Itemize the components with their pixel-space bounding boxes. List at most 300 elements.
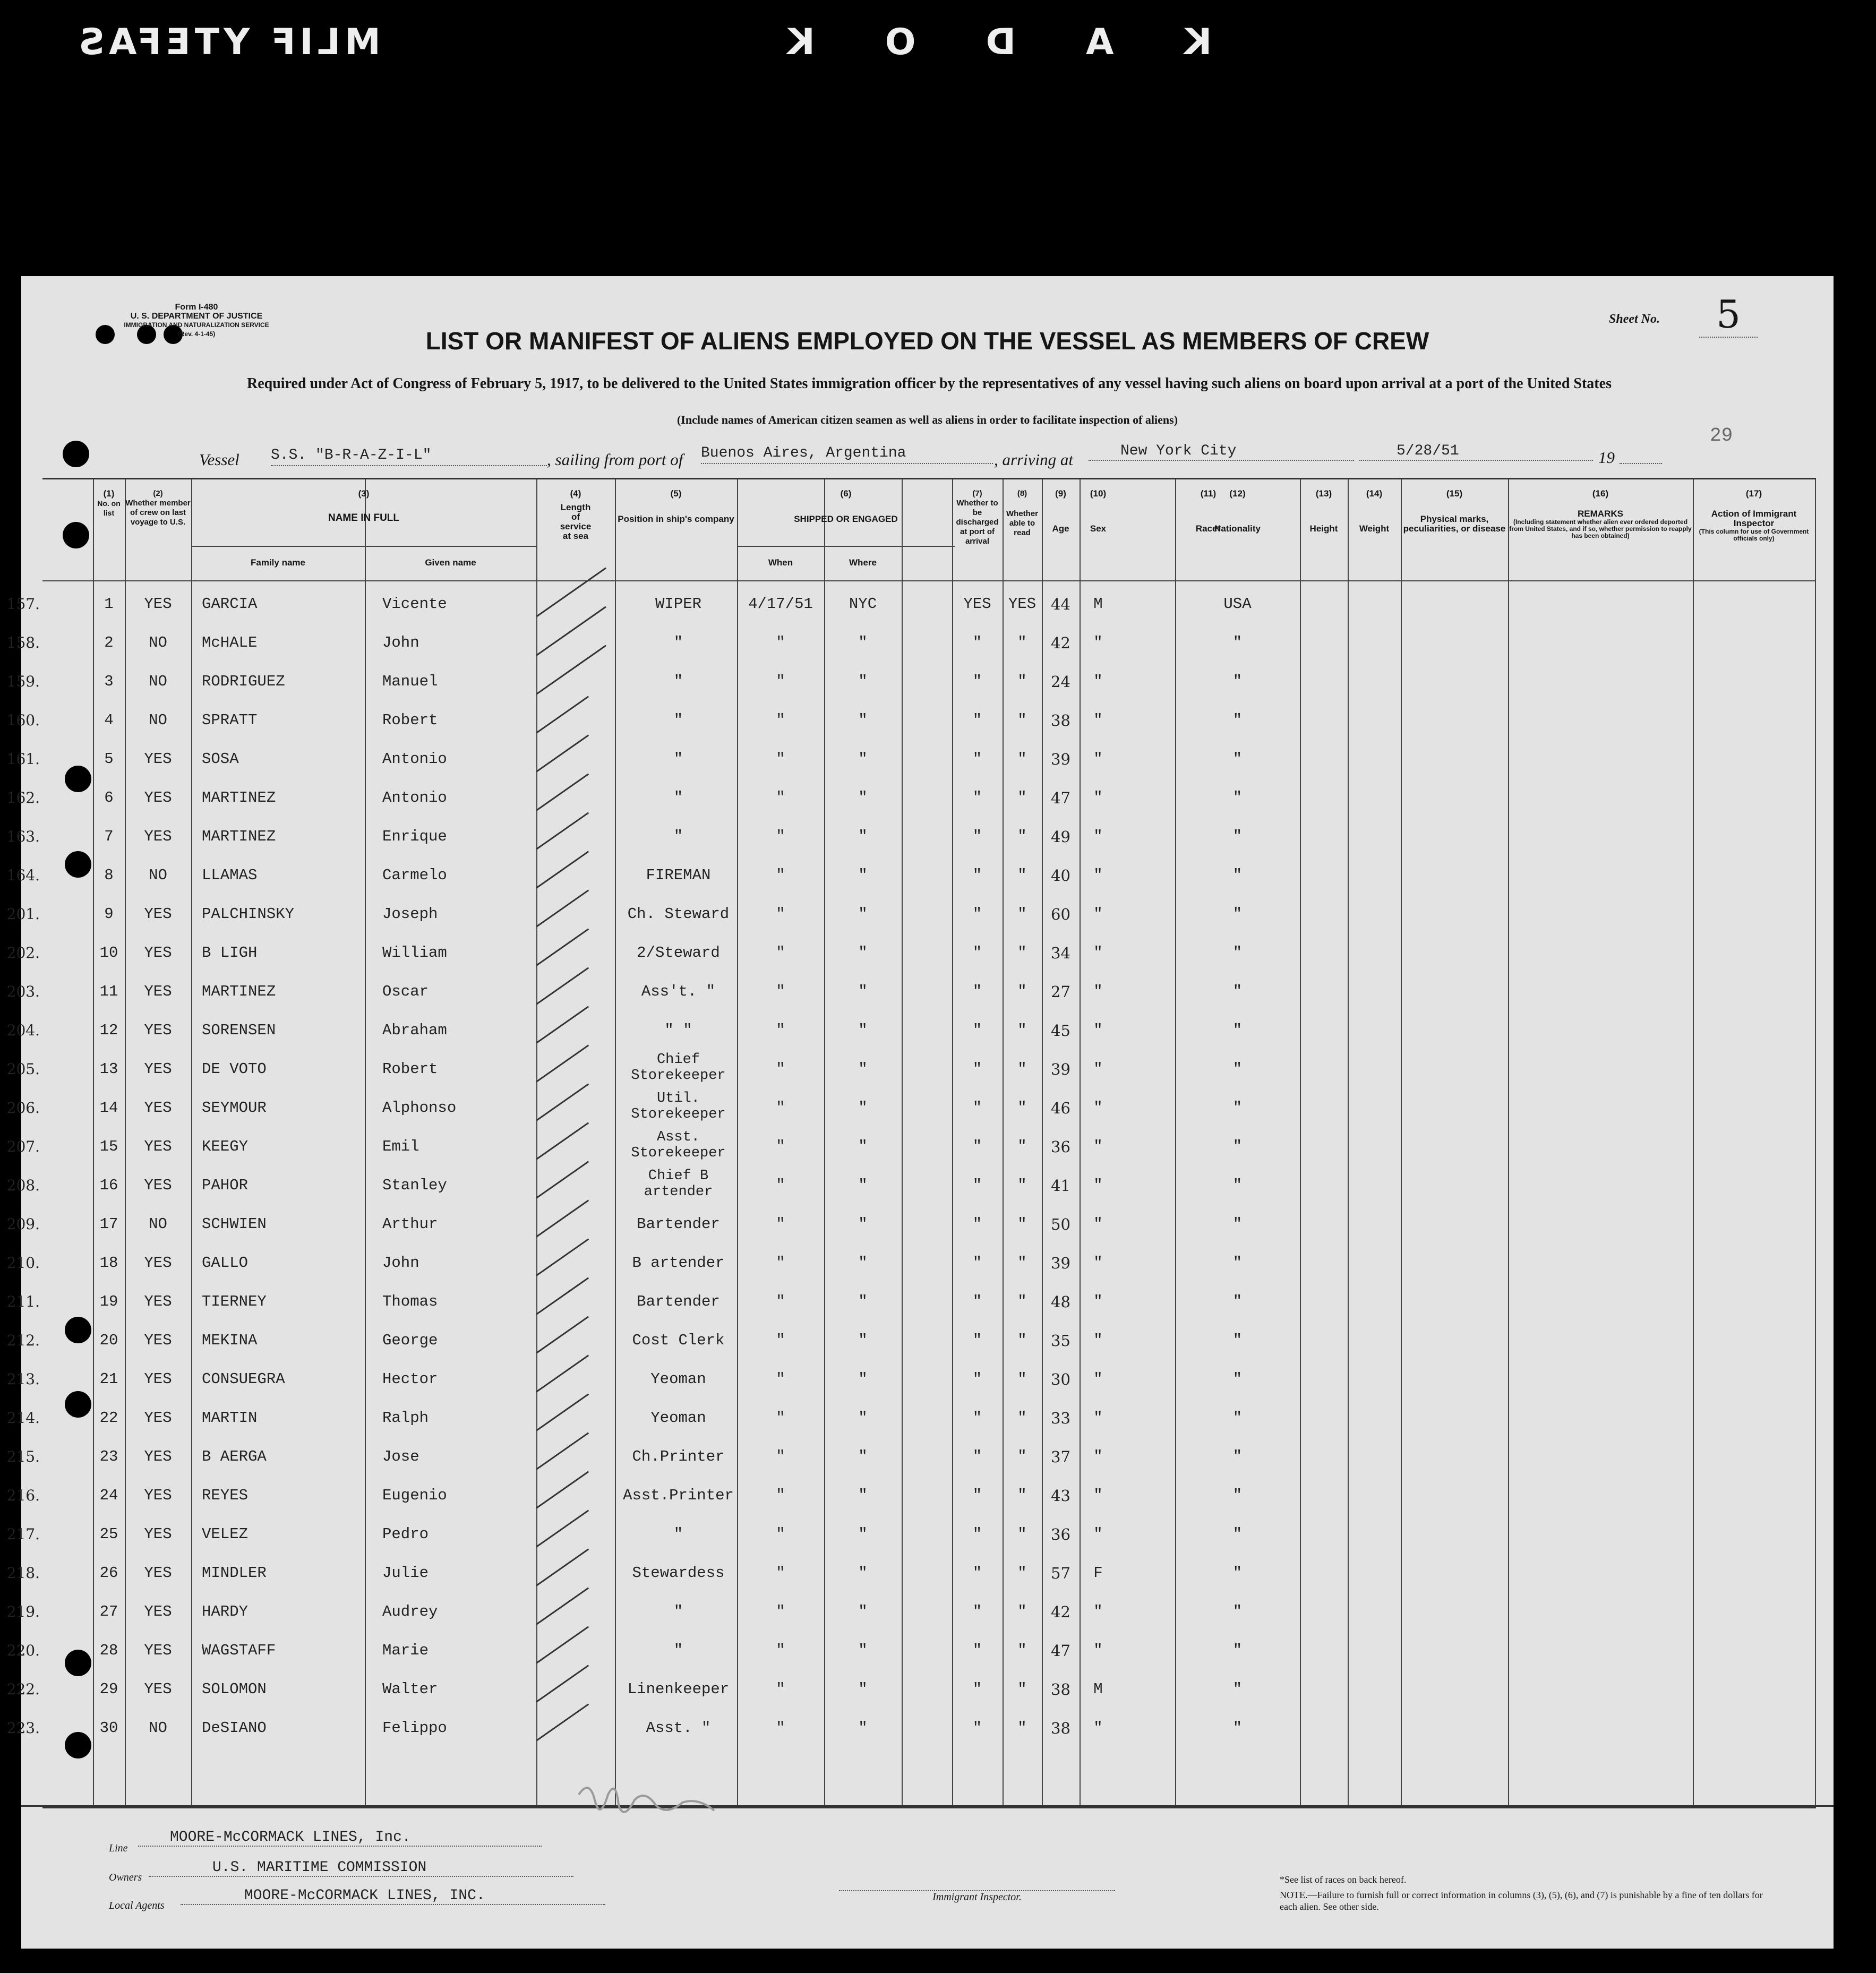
able-to-read-cell: " [1017,1564,1027,1582]
col-7-header: (7) Whether to be discharged at port of arrival [956,489,999,546]
margin-number: 204. [6,1022,40,1039]
family-name-cell: SEYMOUR [202,1099,267,1117]
shipped-where-cell: " [858,1215,868,1233]
nationality-cell: " [1232,1525,1243,1543]
family-name-cell: TIERNEY [202,1293,267,1310]
age-cell: 44 [1051,595,1070,613]
given-name-cell: Alphonso [382,1099,457,1117]
row-number: 29 [99,1680,118,1698]
prev-voyage-cell: YES [144,1680,172,1698]
sex-cell: " [1093,1332,1103,1349]
discharged-cell: " [972,1642,982,1659]
page-mark: 29 [1710,425,1733,447]
age-cell: 47 [1051,789,1070,807]
position-cell: B artender [632,1254,725,1272]
family-name-cell: CONSUEGRA [202,1370,285,1388]
given-name-cell: Abraham [382,1022,447,1039]
given-name-cell: John [382,634,419,651]
given-name-cell: George [382,1332,438,1349]
table-row [6,1477,1816,1514]
discharged-cell: " [972,1680,982,1698]
nationality-cell: " [1232,1680,1243,1698]
inspector-label: Immigrant Inspector. [932,1891,1022,1903]
col-3b-header: Given name [425,557,476,568]
given-name-cell: Jose [382,1448,419,1465]
given-name-cell: Hector [382,1370,438,1388]
shipped-when-cell: " [776,711,785,729]
family-name-cell: GARCIA [202,595,258,613]
nationality-cell: " [1232,828,1243,845]
row-number: 20 [99,1332,118,1349]
row-number: 15 [99,1138,118,1155]
position-cell: " [673,750,683,768]
nationality-cell: " [1232,1719,1243,1737]
sex-cell: " [1093,1177,1103,1194]
given-name-cell: Audrey [382,1603,438,1620]
age-cell: 35 [1051,1332,1070,1350]
shipped-when-cell: " [776,789,785,807]
col-3a-header: Family name [251,557,305,568]
sex-cell: F [1093,1564,1103,1582]
able-to-read-cell: " [1017,1525,1027,1543]
shipped-where-cell: " [858,828,868,845]
table-row [6,1438,1816,1476]
table-row [6,818,1816,855]
family-name-cell: SOLOMON [202,1680,267,1698]
age-cell: 37 [1051,1448,1070,1466]
row-number: 24 [99,1487,118,1504]
col-14-header: (14) Weight [1359,488,1390,534]
nationality-cell: " [1232,905,1243,923]
able-to-read-cell: " [1017,1215,1027,1233]
line-label: Line [109,1842,128,1854]
age-cell: 42 [1051,634,1070,652]
position-cell: Asst.Printer [623,1487,734,1504]
able-to-read-cell: " [1017,711,1027,729]
able-to-read-cell: " [1017,1370,1027,1388]
age-cell: 49 [1051,828,1070,846]
family-name-cell: GALLO [202,1254,249,1272]
row-number: 12 [99,1022,118,1039]
row-number: 21 [99,1370,118,1388]
prev-voyage-cell: NO [149,867,167,884]
able-to-read-cell: " [1017,867,1027,884]
sheet-label: Sheet No. [1609,312,1660,326]
family-name-cell: B LIGH [202,944,258,962]
position-cell: FIREMAN [646,867,711,884]
nationality-cell: " [1232,789,1243,807]
agents-value: MOORE-McCORMACK LINES, INC. [181,1888,605,1905]
shipped-where-cell: " [858,867,868,884]
discharged-cell: " [972,1448,982,1465]
family-name-cell: LLAMAS [202,867,258,884]
sailing-label: , sailing from port of [547,450,683,469]
able-to-read-cell: " [1017,944,1027,962]
manifest-sheet [6,276,1834,1949]
shipped-when-cell: " [776,1332,785,1349]
margin-number: 215. [6,1448,40,1465]
row-number: 6 [104,789,114,807]
age-cell: 24 [1051,673,1070,691]
family-name-cell: SCHWIEN [202,1215,267,1233]
table-row [6,702,1816,739]
col-15-header: (15) Physical marks, peculiarities, or disease [1403,488,1506,534]
shipped-where-cell: " [858,1332,868,1349]
margin-number: 210. [6,1254,40,1272]
shipped-when-cell: " [776,634,785,651]
position-cell: " [673,711,683,729]
shipped-when-cell: " [776,1060,785,1078]
shipped-when-cell: " [776,1448,785,1465]
nationality-cell: " [1232,983,1243,1000]
col-6-header: (6) SHIPPED OR ENGAGED [794,488,898,524]
table-row [6,1400,1816,1437]
able-to-read-cell: " [1017,1680,1027,1698]
able-to-read-cell: " [1017,1487,1027,1504]
discharged-cell: " [972,1603,982,1620]
sex-cell: " [1093,711,1103,729]
row-number: 30 [99,1719,118,1737]
prev-voyage-cell: NO [149,1215,167,1233]
shipped-where-cell: " [858,983,868,1000]
family-name-cell: MARTINEZ [202,828,276,845]
discharged-cell: " [972,673,982,690]
prev-voyage-cell: YES [144,828,172,845]
shipped-where-cell: " [858,1370,868,1388]
able-to-read-cell: " [1017,1060,1027,1078]
margin-number: 223. [6,1719,40,1737]
nationality-cell: " [1232,1293,1243,1310]
shipped-when-cell: " [776,1680,785,1698]
shipped-when-cell: " [776,983,785,1000]
discharged-cell: " [972,789,982,807]
table-row [6,1128,1816,1165]
family-name-cell: KEEGY [202,1138,249,1155]
table-row [6,624,1816,662]
sex-cell: M [1093,1680,1103,1698]
row-number: 14 [99,1099,118,1117]
shipped-where-cell: " [858,1022,868,1039]
age-cell: 27 [1051,983,1070,1001]
nationality-cell: " [1232,634,1243,651]
row-number: 10 [99,944,118,962]
row-number: 4 [104,711,114,729]
discharged-cell: " [972,905,982,923]
able-to-read-cell: " [1017,1448,1027,1465]
nationality-cell: " [1232,1332,1243,1349]
position-cell: Asst. " [646,1719,711,1737]
shipped-where-cell: " [858,1719,868,1737]
margin-number: 203. [6,983,40,1000]
able-to-read-cell: YES [1008,595,1036,613]
prev-voyage-cell: YES [144,1370,172,1388]
shipped-where-cell: " [858,905,868,923]
sex-cell: " [1093,1060,1103,1078]
crew-manifest-table [6,478,1816,1808]
margin-number: 216. [6,1487,40,1504]
nationality-cell: " [1232,1022,1243,1039]
sex-cell: " [1093,867,1103,884]
col-10-header: (10) Sex [1090,488,1107,534]
position-cell: " [673,1525,683,1543]
col-12-header: (12) Nationality [1214,488,1261,534]
sex-cell: " [1093,750,1103,768]
margin-number: 213. [6,1370,40,1388]
position-cell: " [673,673,683,690]
nationality-cell: " [1232,711,1243,729]
age-cell: 50 [1051,1215,1070,1233]
position-cell: 2/Steward [637,944,720,962]
agency-line2: IMMIGRATION AND NATURALIZATION SERVICE [124,321,269,329]
able-to-read-cell: " [1017,1293,1027,1310]
family-name-cell: RODRIGUEZ [202,673,285,690]
discharged-cell: " [972,1215,982,1233]
given-name-cell: Enrique [382,828,447,845]
family-name-cell: WAGSTAFF [202,1642,276,1659]
prev-voyage-cell: YES [144,905,172,923]
nationality-cell: " [1232,1370,1243,1388]
table-row [6,1206,1816,1243]
given-name-cell: Vicente [382,595,447,613]
age-cell: 36 [1051,1525,1070,1543]
shipped-where-cell: " [858,711,868,729]
family-name-cell: MARTIN [202,1409,258,1427]
position-cell: Stewardess [632,1564,725,1582]
page-subnote: (Include names of American citizen seamen as well as aliens in order to facilitate inspection of aliens) [676,413,1178,426]
vessel-name: S.S. "B-R-A-Z-I-L" [271,447,547,466]
race-note: *See list of races on back hereof. [1280,1874,1407,1885]
margin-number: 209. [6,1215,40,1233]
nationality-cell: " [1232,867,1243,884]
position-cell: Asst. Storekeeper [631,1129,726,1161]
prev-voyage-cell: YES [144,1487,172,1504]
age-cell: 33 [1051,1409,1070,1427]
margin-number: 219. [6,1603,40,1620]
margin-number: 205. [6,1060,40,1078]
prev-voyage-cell: YES [144,1332,172,1349]
row-number: 17 [99,1215,118,1233]
family-name-cell: PAHOR [202,1177,249,1194]
family-name-cell: MARTINEZ [202,983,276,1000]
given-name-cell: Felippo [382,1719,447,1737]
col-16-header: (16) REMARKS (Including statement whether alien ever ordered deported from United States, and if so, whether permission to reapply has been obtained) [1509,488,1692,539]
family-name-cell: DE VOTO [202,1060,267,1078]
shipped-when-cell: " [776,944,785,962]
given-name-cell: Arthur [382,1215,438,1233]
margin-number: 208. [6,1177,40,1194]
position-cell: " [673,789,683,807]
table-row [6,663,1816,700]
table-row [6,973,1816,1010]
prev-voyage-cell: YES [144,1525,172,1543]
position-cell: Yeoman [650,1370,706,1388]
nationality-cell: " [1232,1603,1243,1620]
owners-value: U.S. MARITIME COMMISSION [149,1859,573,1877]
col-5-header: (5) Position in ship's company [618,488,734,524]
shipped-when-cell: " [776,1642,785,1659]
nationality-cell: " [1232,1138,1243,1155]
position-cell: Ch. Steward [627,905,730,923]
margin-number: 214. [6,1409,40,1427]
vessel-label: Vessel [199,450,239,469]
family-name-cell: PALCHINSKY [202,905,295,923]
margin-number: 218. [6,1564,40,1582]
sex-cell: " [1093,1215,1103,1233]
discharged-cell: " [972,1177,982,1194]
given-name-cell: Stanley [382,1177,447,1194]
fine-note: NOTE.—Failure to furnish full or correct information in columns (3), (5), (6), and (7) is punishable by a fine of ten dollars for each alien. See other side. [1280,1890,1763,1912]
prev-voyage-cell: YES [144,1177,172,1194]
discharged-cell: " [972,1564,982,1582]
given-name-cell: Eugenio [382,1487,447,1504]
shipped-where-cell: " [858,634,868,651]
discharged-cell: " [972,983,982,1000]
row-number: 9 [104,905,114,923]
discharged-cell: " [972,867,982,884]
owners-label: Owners [109,1872,142,1883]
arriving-port: New York City [1089,443,1354,461]
form-id: Form I-480 [175,303,218,312]
page-subtitle: Required under Act of Congress of February 5, 1917, to be delivered to the United States immigration officer by the representatives of any vessel having such aliens on board upon arrival at a port of the United States [247,375,1612,392]
row-number: 5 [104,750,114,768]
col-11-header: (11) Race* [1195,488,1221,534]
prev-voyage-cell: NO [149,711,167,729]
able-to-read-cell: " [1017,1603,1027,1620]
pencil-scribble [573,1773,722,1832]
row-number: 22 [99,1409,118,1427]
arriving-label: , arriving at [994,450,1073,469]
position-cell: Bartender [637,1215,720,1233]
discharged-cell: " [972,1254,982,1272]
able-to-read-cell: " [1017,1642,1027,1659]
given-name-cell: John [382,1254,419,1272]
sex-cell: " [1093,905,1103,923]
discharged-cell: " [972,1370,982,1388]
age-cell: 36 [1051,1138,1070,1156]
agents-label: Local Agents [109,1900,165,1911]
nationality-cell: " [1232,1409,1243,1427]
able-to-read-cell: " [1017,1719,1027,1737]
row-number: 1 [104,595,114,613]
age-cell: 60 [1051,905,1070,923]
row-number: 28 [99,1642,118,1659]
given-name-cell: Walter [382,1680,438,1698]
position-cell: " [673,634,683,651]
discharged-cell: " [972,1060,982,1078]
family-name-cell: McHALE [202,634,258,651]
line-value: MOORE-McCORMACK LINES, Inc. [138,1829,542,1847]
table-row [6,1632,1816,1669]
col-8-header: (8) Whether able to read [1006,489,1038,537]
margin-number: 207. [6,1138,40,1155]
sheet-number: 5 [1699,292,1758,338]
age-cell: 45 [1051,1022,1070,1040]
given-name-cell: Manuel [382,673,438,690]
prev-voyage-cell: YES [144,983,172,1000]
shipped-where-cell: " [858,1642,868,1659]
nationality-cell: " [1232,1564,1243,1582]
given-name-cell: Carmelo [382,867,447,884]
shipped-where-cell: " [858,1487,868,1504]
nationality-cell: " [1232,750,1243,768]
year-label: 19 [1598,448,1615,467]
given-name-cell: Robert [382,1060,438,1078]
sex-cell: " [1093,828,1103,845]
position-cell: Yeoman [650,1409,706,1427]
shipped-when-cell: " [776,1487,785,1504]
position-cell: Bartender [637,1293,720,1310]
discharged-cell: " [972,828,982,845]
table-row [6,1012,1816,1049]
page-title: LIST OR MANIFEST OF ALIENS EMPLOYED ON THE VESSEL AS MEMBERS OF CREW [425,327,1429,355]
family-name-cell: DeSIANO [202,1719,267,1737]
shipped-where-cell: " [858,1409,868,1427]
age-cell: 38 [1051,1680,1070,1699]
margin-number: 202. [6,944,40,962]
able-to-read-cell: " [1017,1177,1027,1194]
family-name-cell: MINDLER [202,1564,267,1582]
able-to-read-cell: " [1017,789,1027,807]
col-6b-header: Where [849,557,877,568]
position-cell: Util. Storekeeper [631,1091,726,1122]
margin-number: 212. [6,1332,40,1349]
table-row [6,896,1816,933]
prev-voyage-cell: YES [144,1254,172,1272]
position-cell: WIPER [655,595,701,613]
given-name-cell: Pedro [382,1525,429,1543]
shipped-when-cell: " [776,1603,785,1620]
margin-number: 161. [6,750,40,768]
sex-cell: " [1093,1099,1103,1117]
margin-number: 159. [6,673,40,690]
table-row [6,779,1816,817]
position-cell: Chief B artender [644,1168,713,1200]
discharged-cell: " [972,1719,982,1737]
prev-voyage-cell: YES [144,1099,172,1117]
table-row [6,1167,1816,1204]
margin-number: 222. [6,1680,40,1698]
margin-number: 201. [6,905,40,923]
family-name-cell: REYES [202,1487,249,1504]
shipped-where-cell: " [858,750,868,768]
position-cell: " [673,1642,683,1659]
nationality-cell: " [1232,1448,1243,1465]
margin-number: 162. [6,789,40,807]
able-to-read-cell: " [1017,1254,1027,1272]
col-9-header: (9) Age [1052,488,1069,534]
shipped-when-cell: " [776,1138,785,1155]
shipped-where-cell: " [858,1564,868,1582]
table-row [6,1516,1816,1553]
position-cell: " [673,828,683,845]
row-number: 13 [99,1060,118,1078]
table-row [6,586,1816,623]
shipped-when-cell: " [776,1022,785,1039]
age-cell: 46 [1051,1099,1070,1117]
able-to-read-cell: " [1017,1099,1027,1117]
table-row [6,1555,1816,1592]
family-name-cell: VELEZ [202,1525,249,1543]
discharged-cell: " [972,944,982,962]
age-cell: 57 [1051,1564,1070,1582]
prev-voyage-cell: YES [144,1603,172,1620]
shipped-when-cell: " [776,1215,785,1233]
sex-cell: " [1093,673,1103,690]
given-name-cell: Robert [382,711,438,729]
age-cell: 30 [1051,1370,1070,1388]
sex-cell: " [1093,1525,1103,1543]
given-name-cell: William [382,944,447,962]
